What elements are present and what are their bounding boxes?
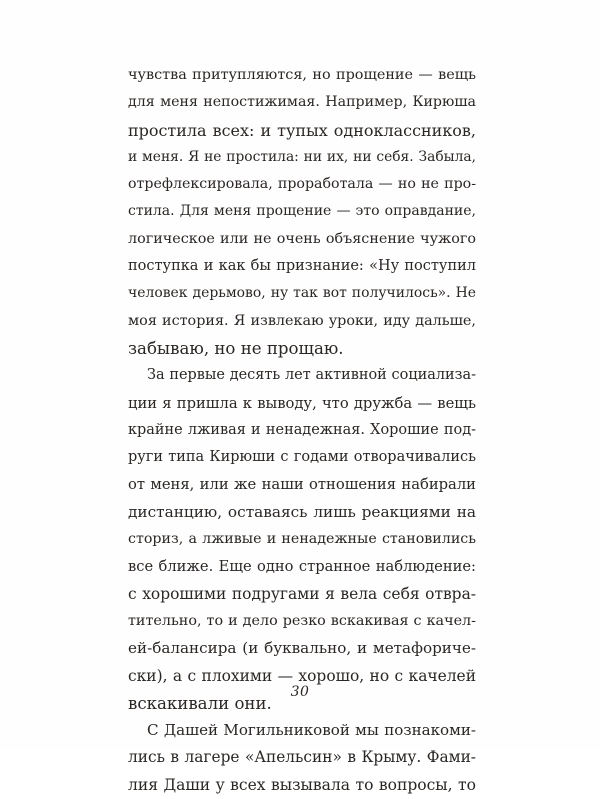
text-line: чувства притупляются, но прощение — вещь bbox=[128, 67, 476, 83]
text-line: отрефлексировала, проработала — но не про- bbox=[128, 176, 476, 193]
text-line: стила. Для меня прощение — это оправдание, bbox=[128, 203, 476, 220]
paragraph-1 bbox=[128, 62, 476, 362]
text-line: и меня. Я не простила: ни их, ни себя. Забыла, bbox=[128, 148, 476, 165]
text-line: человек дерьмово, ну так вот получилось». Не bbox=[128, 285, 476, 302]
text-line: поступка и как бы признание: «Ну поступил bbox=[128, 258, 476, 275]
text-line: забываю, но не прощаю. bbox=[128, 338, 344, 358]
text-line: сториз, а лживые и ненадежные становились bbox=[128, 531, 476, 548]
text-line: лись в лагере «Апельсин» в Крыму. Фами- bbox=[128, 748, 476, 767]
page-number: 30 bbox=[290, 684, 310, 700]
text-line: для меня непостижимая. Например, Кирюша bbox=[128, 94, 476, 111]
text-line: моя история. Я извлекаю уроки, иду дальше, bbox=[128, 312, 476, 329]
text-line: с хорошими подругами я вела себя отвра- bbox=[128, 584, 476, 603]
text-line: все ближе. Еще одно странное наблюдение: bbox=[128, 558, 476, 576]
text-line: вскакивали они. bbox=[128, 693, 272, 713]
text-line: логическое или не очень объяснение чужого bbox=[128, 230, 476, 247]
text-line: ски), а с плохими — хорошо, но с качелей bbox=[128, 666, 476, 685]
text-line: С Дашей Могильниковой мы познакоми- bbox=[147, 721, 476, 740]
text-line: За первые десять лет активной социализа- bbox=[147, 367, 476, 384]
text-line: ей-балансира (и буквально, и метафориче- bbox=[128, 639, 476, 658]
text-line: тительно, то и дело резко вскакивая с качел- bbox=[128, 612, 476, 629]
text-line: лия Даши у всех вызывала то вопросы, то bbox=[128, 775, 476, 794]
text-line: ции я пришла к выводу, что дружба — вещь bbox=[128, 394, 476, 412]
text-line: крайне лживая и ненадежная. Хорошие под- bbox=[128, 421, 476, 438]
text-line: от меня, или же наши отношения набирали bbox=[128, 476, 476, 494]
paragraph-3 bbox=[128, 717, 476, 799]
text-line: руги типа Кирюши с годами отворачивались bbox=[128, 449, 476, 466]
text-line: дистанцию, оставаясь лишь реакциями на bbox=[128, 502, 476, 521]
paragraph-2 bbox=[128, 362, 476, 717]
text-line: простила всех: и тупых одноклассников, bbox=[128, 120, 476, 140]
